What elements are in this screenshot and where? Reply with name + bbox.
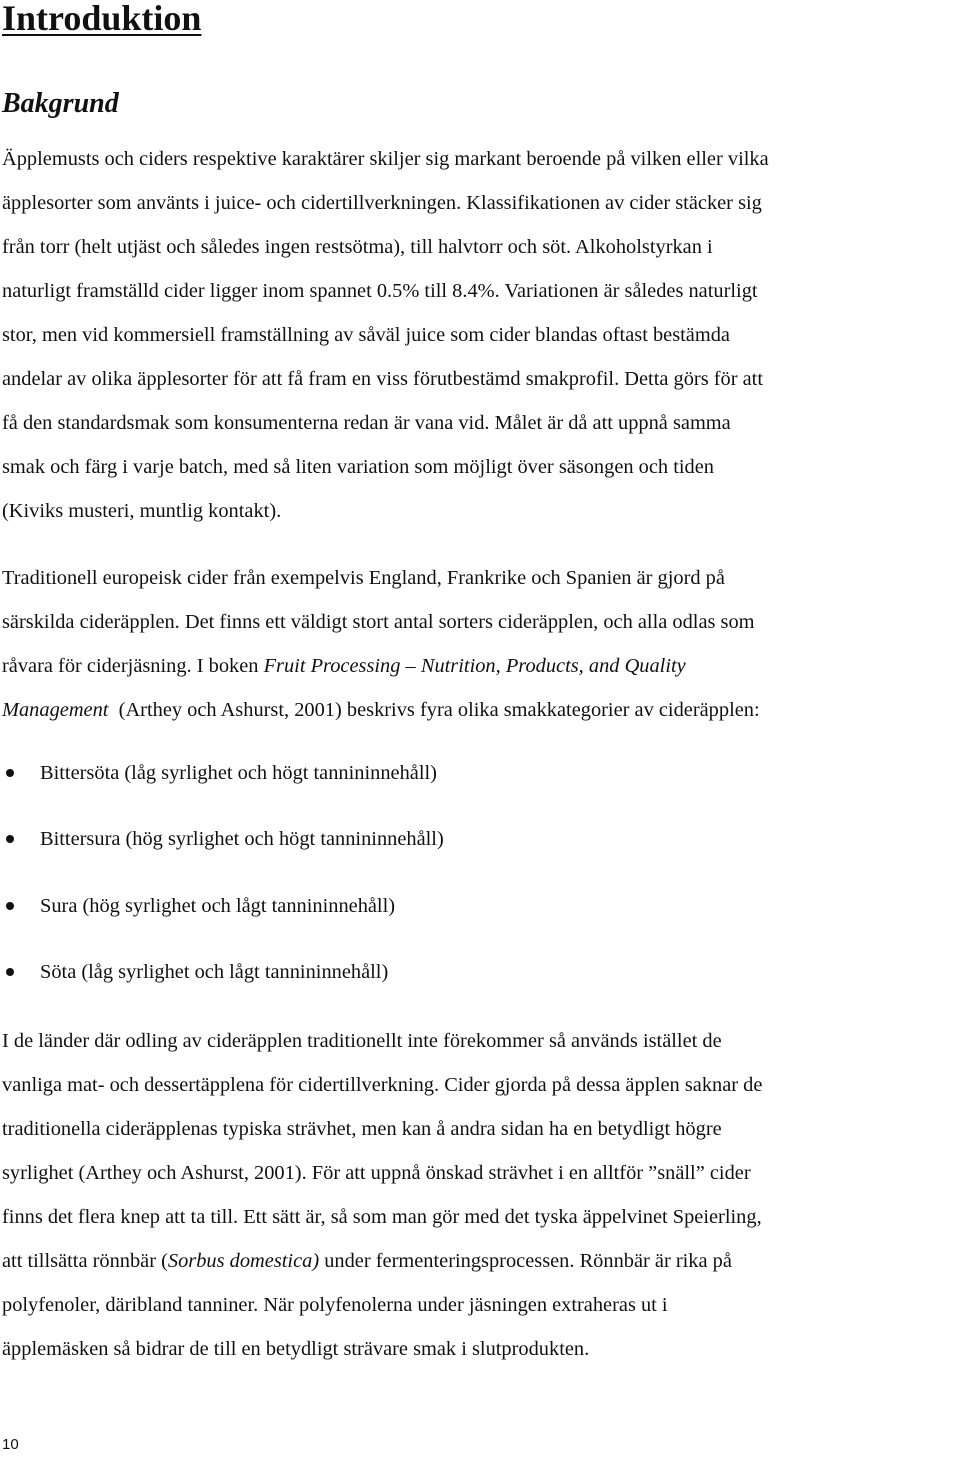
bullet-icon bbox=[6, 835, 14, 843]
paragraph-line: Traditionell europeisk cider från exempelvis England, Frankrike och Spanien är gjord på bbox=[2, 567, 725, 589]
paragraph-line: polyfenoler, däribland tanniner. När polyfenolerna under jäsningen extraheras ut i bbox=[2, 1294, 668, 1316]
paragraph-line bbox=[2, 1239, 958, 1283]
bullet-icon bbox=[6, 769, 14, 777]
paragraph-cider-apples bbox=[2, 556, 958, 732]
paragraph-line: andelar av olika äpplesorter för att få fram en viss förutbestämd smakprofil. Detta görs för att bbox=[2, 368, 763, 390]
paragraph-line: stor, men vid kommersiell framställning av såväl juice som cider blandas oftast bestämda bbox=[2, 324, 730, 346]
paragraph-text: råvara för ciderjäsning. I boken bbox=[2, 655, 264, 677]
list-item bbox=[0, 884, 900, 928]
paragraph-line: (Kiviks musteri, muntlig kontakt). bbox=[2, 500, 282, 522]
list-item bbox=[0, 751, 900, 795]
list-item-text: Sura (hög syrlighet och lågt tannininnehåll) bbox=[40, 895, 396, 917]
paragraph-line: smak och färg i varje batch, med så liten variation som möjligt över säsongen och tiden bbox=[2, 456, 714, 478]
page-number: 10 bbox=[2, 1436, 19, 1453]
paragraph-line: naturligt framställd cider ligger inom spannet 0.5% till 8.4%. Variationen är således naturligt bbox=[2, 280, 758, 302]
paragraph-line: särskilda cideräpplen. Det finns ett väldigt stort antal sorters cideräpplen, och alla odlas som bbox=[2, 611, 755, 633]
bullet-icon bbox=[6, 902, 14, 910]
bullet-icon bbox=[6, 968, 14, 976]
paragraph-line: traditionella cideräpplenas typiska strävhet, men kan å andra sidan ha en betydligt högre bbox=[2, 1118, 722, 1140]
paragraph-line: äpplesorter som använts i juice- och cidertillverkningen. Klassifikationen av cider stäcker sig bbox=[2, 192, 762, 214]
paragraph-text: (Arthey och Ashurst, 2001) beskrivs fyra olika smakkategorier av cideräpplen: bbox=[108, 699, 760, 721]
section-heading: Bakgrund bbox=[2, 88, 119, 119]
page-title: Introduktion bbox=[2, 0, 202, 38]
paragraph-background bbox=[2, 137, 958, 533]
list-item bbox=[0, 950, 900, 994]
book-title: Fruit Processing – Nutrition, Products, and Quality bbox=[263, 655, 686, 677]
paragraph-line: finns det flera knep att ta till. Ett sätt är, så som man gör med det tyska äppelvinet Speierling, bbox=[2, 1206, 762, 1228]
list-item-text: Bittersura (hög syrlighet och högt tannininnehåll) bbox=[40, 828, 444, 850]
paragraph-line: I de länder där odling av cideräpplen traditionellt inte förekommer så används istället de bbox=[2, 1030, 722, 1052]
paragraph-line bbox=[2, 688, 958, 732]
paragraph-line: äpplemäsken så bidrar de till en betydligt strävare smak i slutprodukten. bbox=[2, 1338, 590, 1360]
paragraph-line: vanliga mat- och dessertäpplena för cidertillverkning. Cider gjorda på dessa äpplen saknar de bbox=[2, 1074, 763, 1096]
list-item-text: Bittersöta (låg syrlighet och högt tannininnehåll) bbox=[40, 762, 437, 784]
paragraph-line: få den standardsmak som konsumenterna redan är vana vid. Målet är då att uppnå samma bbox=[2, 412, 731, 434]
paragraph-text: att tillsätta rönnbär ( bbox=[2, 1250, 168, 1272]
paragraph-dessert-apples bbox=[2, 1019, 958, 1371]
paragraph-line bbox=[2, 644, 958, 688]
book-title-continued: Management bbox=[2, 699, 109, 721]
list-item bbox=[0, 817, 900, 861]
paragraph-line: syrlighet (Arthey och Ashurst, 2001). För att uppnå önskad strävhet i en alltför ”snäll” cider bbox=[2, 1162, 751, 1184]
list-item-text: Söta (låg syrlighet och lågt tannininnehåll) bbox=[40, 961, 389, 983]
paragraph-text: under fermenteringsprocessen. Rönnbär är rika på bbox=[319, 1250, 732, 1272]
paragraph-line: från torr (helt utjäst och således ingen restsötma), till halvtorr och söt. Alkoholstyrkan i bbox=[2, 236, 713, 258]
species-name: Sorbus domestica) bbox=[167, 1250, 320, 1272]
paragraph-line: Äpplemusts och ciders respektive karaktärer skiljer sig markant beroende på vilken eller vilka bbox=[2, 148, 769, 170]
